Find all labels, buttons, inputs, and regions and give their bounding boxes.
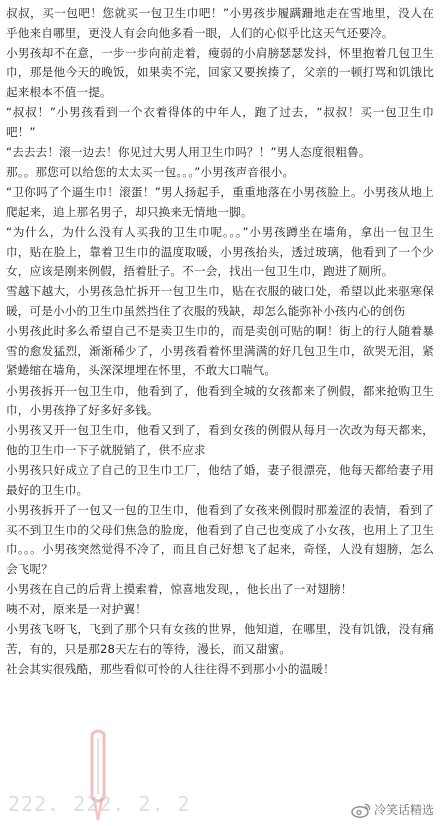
paragraph: “卫你吗了个逼生巾！滚蛋！”男人扬起手，重重地落在小男孩脸上。小男孩从地上爬起来，追上那名男子，却只换来无情地一脚。 bbox=[6, 185, 434, 219]
story-document bbox=[6, 4, 434, 680]
watermark-digits: 222. 222. 2. 2 bbox=[8, 792, 191, 816]
paragraph: 小男孩又开一包卫生巾，他看又到了，看到女孩的例假从每月一次改为每天都来，他的卫生巾一下子就脱销了，供不应求 bbox=[6, 423, 434, 457]
paragraph: 小男孩却不在意，一步一步向前走着，瘦弱的小肩膀瑟瑟发抖，怀里抱着几包卫生巾，那是他今天的晚饭，如果卖不完，回家又要挨揍了，父亲的一顿打骂和饥饿比起来根本不值一提。 bbox=[6, 45, 434, 99]
paragraph: 咦不对，原来是一对护翼！ bbox=[6, 602, 147, 617]
paragraph: 小男孩只好成立了自己的卫生巾工厂，他结了婚，妻子很漂亮，他每天都给妻子用最好的卫生巾。 bbox=[6, 463, 434, 497]
weibo-icon bbox=[351, 802, 371, 818]
weibo-label: 冷笑话精选 bbox=[373, 803, 434, 817]
paragraph: 社会其实很残酷，那些看似可怜的人往往得不到那小小的温暖！ bbox=[6, 662, 335, 677]
paragraph: 小男孩在自己的后背上摸索着，惊喜地发现，，他长出了一对翅膀！ bbox=[6, 581, 353, 596]
weibo-watermark bbox=[351, 801, 434, 818]
paragraph: 小男孩飞呀飞，飞到了那个只有女孩的世界，他知道，在哪里，没有饥饿，没有痛苦，有的，只是那28天左右的等待，漫长，而又甜蜜。 bbox=[6, 622, 434, 656]
paragraph: 小男孩此时多么希望自己不是卖卫生巾的，而是卖创可贴的啊！街上的行人随着暴雪的愈发猛烈，渐渐稀少了，小男孩看着怀里满满的好几包卫生巾，欲哭无泪，紧紧蜷缩在墙角，头深深埋埋在怀里，不敢大口喘气。 bbox=[6, 324, 434, 378]
paragraph: 小男孩拆开一包卫生巾，他看到了，他看到全城的女孩都来了例假，都来抢购卫生巾，小男孩挣了好多好多钱。 bbox=[6, 383, 434, 418]
paragraph: “为什么，为什么没有人买我的卫生巾呢。。。”小男孩蹲坐在墙角，拿出一包卫生巾，贴在脸上，靠着卫生巾的温度取暖，小男孩抬头，透过玻璃，他看到了一个少女，应该是刚来例假，捂着肚子。不一会，找出一包卫生巾，跑进了厕所。 bbox=[6, 225, 434, 279]
paragraph: “去去去！滚一边去！你见过大男人用卫生巾吗？！”男人态度很粗鲁。 bbox=[6, 144, 371, 159]
paragraph: 小男孩拆开了一包又一包的卫生巾，他看到了女孩来例假时那羞涩的表情，看到了买不到卫生巾的父母们焦急的脸庞，他看到了自己也变成了小女孩，也用上了卫生巾。。。小男孩突然觉得不冷了，而且自己好想飞了起来，奇怪，人没有翅膀，怎么会飞呢？ bbox=[6, 502, 434, 576]
paragraph: “叔叔！”小男孩看到一个衣着得体的中年人，跑了过去，“叔叔！买一包卫生巾吧！” bbox=[6, 105, 434, 139]
paragraph: 雪越下越大，小男孩急忙拆开一包卫生巾，贴在衣服的破口处，希望以此来驱寒保暖，可是小小的卫生巾虽然挡住了衣服的残缺，却怎么能弥补小孩内心的创伤 bbox=[6, 284, 434, 319]
paragraph: 叔叔，买一包吧！您就买一包卫生巾吧！”小男孩步履蹒跚地走在雪地里，没人在乎他来自哪里，更没人有会向他多看一眼，人们的心似乎比这天气还要冷。 bbox=[6, 6, 434, 40]
paragraph: 那。。那您可以给您的太太买一包。。。”小男孩声音很小。 bbox=[6, 165, 295, 180]
